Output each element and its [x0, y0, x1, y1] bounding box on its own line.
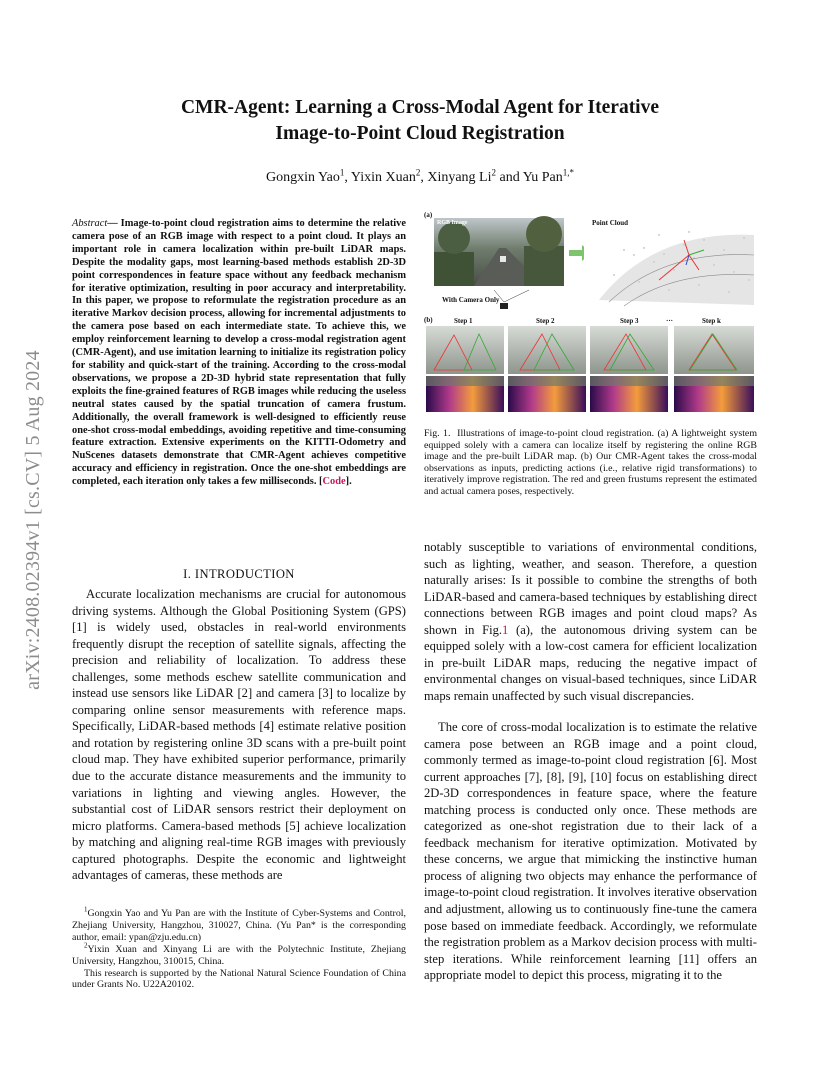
- figure-reference-link[interactable]: 1: [502, 622, 509, 637]
- author-affiliation: 1: [339, 167, 345, 178]
- abstract-dash: —: [107, 218, 121, 229]
- title-line-2: Image-to-Point Cloud Registration: [275, 123, 565, 144]
- paper-title: [100, 95, 740, 147]
- caption-text: Illustrations of image-to-point cloud registration. (a) A lightweight system equipped solely with a camera can localize itself by registering the online RGB image and the pre-built LiDAR map. (b) Our CMR-Agent takes the cross-modal observations as inputs, predicting actions (i.e., relative rigid transformations) to iteratively improve registration. The red and green frustums represent the estimated and actual camera poses, respectively.: [424, 428, 757, 497]
- author-affiliation: 2: [415, 167, 421, 178]
- step-label: Step 1: [454, 317, 473, 325]
- footnote: [72, 968, 406, 992]
- step-thumbnails: [426, 326, 754, 374]
- footnote: [72, 941, 406, 968]
- abstract: [72, 218, 406, 489]
- author-list: [100, 167, 740, 186]
- depth-overlays: [426, 376, 754, 412]
- rgb-image-label: RGB Image: [437, 220, 468, 226]
- camera-only-label: With Camera Only: [442, 296, 500, 304]
- author-name: Yixin Xuan: [350, 170, 416, 185]
- code-bracket-close: ].: [345, 476, 352, 488]
- author-affiliation: 1,*: [562, 167, 574, 178]
- figure-1-graphic: [424, 210, 757, 418]
- code-bracket-open: [: [319, 476, 323, 488]
- rgb-image: [434, 216, 564, 286]
- right-paragraph-2: The core of cross-modal localization is to estimate the relative camera pose between an RGB image and a point cloud, commonly termed as image-to-point cloud registration [6]. Most current approaches [7], [8], [9], [10] focus on establishing direct 2D-3D correspondences in feature space, where the feature matching process is conducted only once. These methods are categorized as one-shot registration due to their lack of a feedback mechanism for iterative optimization. Motivated by these concerns, we argue that mimicking the instinctive human process of aligning two objects may enhance the performance of image-to-point cloud registration. It involves iterative observation and adjustment, allowing us to continuously fine-tune the camera pose based on immediate feedback. Accordingly, we reformulate the registration problem as a Markov decision process with multi-step iterations. While reinforcement learning [11] offers an appropriate model to depict this process, migrating it to the: [424, 720, 757, 983]
- footnote-mark: 2: [84, 941, 88, 950]
- author-name: Xinyang Li: [427, 170, 492, 185]
- arxiv-identifier-text: arXiv:2408.02394v1 [cs.CV] 5 Aug 2024: [22, 350, 44, 690]
- footnotes: [72, 905, 406, 991]
- figure-caption: [424, 428, 757, 498]
- right-paragraph-1: [424, 539, 757, 704]
- section-heading-introduction: I. INTRODUCTION: [183, 567, 295, 581]
- footnote: [72, 905, 406, 944]
- footnote-mark: 1: [84, 905, 88, 914]
- panel-b-label: (b): [424, 316, 433, 324]
- step-label: Step 3: [620, 317, 639, 325]
- code-link[interactable]: Code: [322, 476, 346, 488]
- author-separator: ,: [420, 170, 428, 185]
- panel-a-label: (a): [424, 211, 433, 219]
- footnote-text: Gongxin Yao and Yu Pan are with the Institute of Cyber-Systems and Control, Zhejiang University, Hangzhou, 310027, China. (Yu Pan* is the corresponding author, email: ypan@zju.edu.cn): [72, 908, 406, 943]
- footnote-text: This research is supported by the National Natural Science Foundation of China under Grants No. U22A20102.: [72, 967, 406, 991]
- point-cloud: [584, 218, 757, 313]
- camera-icon: [500, 303, 508, 309]
- author-and: and: [495, 170, 523, 185]
- step-label: Step k: [702, 317, 721, 325]
- paragraph-text: (a), the autonomous driving system can be equipped solely with a low-cost camera for efficient localization in pre-built LiDAR maps, reducing the negative impact of environmental changes on visual-based techniques, since LiDAR maps remain unaffected by such visual discrepancies.: [424, 622, 757, 703]
- arxiv-identifier: [22, 290, 44, 750]
- abstract-body: Image-to-point cloud registration aims to determine the relative camera pose of an RGB image with respect to a point cloud. It plays an important role in camera localization within pre-built LiDAR maps. Despite the modality gaps, most learning-based methods establish 2D-3D point correspondences in feature space without any feedback mechanism for iterative optimization, resulting in poor accuracy and interpretability. In this paper, we propose to reformulate the registration procedure as an iterative Markov decision process, allowing for incremental adjustments to the camera pose based on each intermediate state. To achieve this, we employ reinforcement learning to develop a cross-modal registration agent (CMR-Agent), and use imitation learning to initialize its registration policy for stability and quick-start of the training. According to the cross-modal observations, we propose a 2D-3D hybrid state representation that fully exploits the fine-grained features of RGB images while reducing the useless neutral states caused by the spatial truncation of camera frustum. Additionally, the overall framework is well-designed to efficiently reuse one-shot cross-modal embeddings, avoiding repetitive and time-consuming feature extraction. Extensive experiments on the KITTI-Odometry and NuScenes datasets demonstrate that CMR-Agent achieves competitive accuracy and efficiency in registration. Once the one-shot embeddings are completed, each iteration only takes a few milliseconds.: [72, 218, 406, 488]
- author-name: Yu Pan: [522, 170, 563, 185]
- step-label: Step 2: [536, 317, 555, 325]
- paragraph-text: notably susceptible to variations of environmental conditions, such as lighting, weather, and season. Therefore, a question naturally arises: Is it possible to combine the strengths of both LiDAR-based and camera-based techniques by establishing direct connections between RGB images and point cloud maps? As shown in Fig.: [424, 540, 757, 637]
- title-line-1: CMR-Agent: Learning a Cross-Modal Agent for Iterative: [180, 97, 660, 118]
- step-ellipsis: ···: [666, 317, 674, 325]
- figure-1: [424, 210, 757, 418]
- footnote-text: Yixin Xuan and Xinyang Li are with the Polytechnic Institute, Zhejiang University, Hangzhou, 310015, China.: [72, 943, 406, 967]
- author-affiliation: 2: [491, 167, 496, 178]
- point-cloud-label: Point Cloud: [592, 219, 628, 227]
- author-name: Gongxin Yao: [265, 170, 340, 185]
- author-separator: ,: [344, 170, 351, 185]
- abstract-label: Abstract: [72, 218, 108, 229]
- caption-label: Fig. 1.: [424, 428, 451, 439]
- camera-only-group: [442, 290, 529, 309]
- intro-paragraph: Accurate localization mechanisms are crucial for autonomous driving systems. Although the Global Positioning System (GPS) [1] is widely used, obstacles in real-world environments frequently disrupt the reception of satellite signals, affecting the precision and reliability of localization. To address these challenges, some methods eschew satellite communication and instead use sensors like LiDAR [2] and camera [3] to localize by comparing online sensor measurements with reference maps. Specifically, LiDAR-based methods [4] estimate relative position and rotation by registering online 3D scans with a pre-built point cloud map. They have exhibited superior performance, primarily due to the accurate distance measurements and the immunity to variations in lighting and viewing angles. However, the substantial cost of LiDAR sensors restrict their deployment on micro platforms. Camera-based methods [5] achieve localization by matching and aligning real-time RGB images with previously captured photographs. Despite the economic and lightweight advantages of cameras, these methods are: [72, 587, 406, 883]
